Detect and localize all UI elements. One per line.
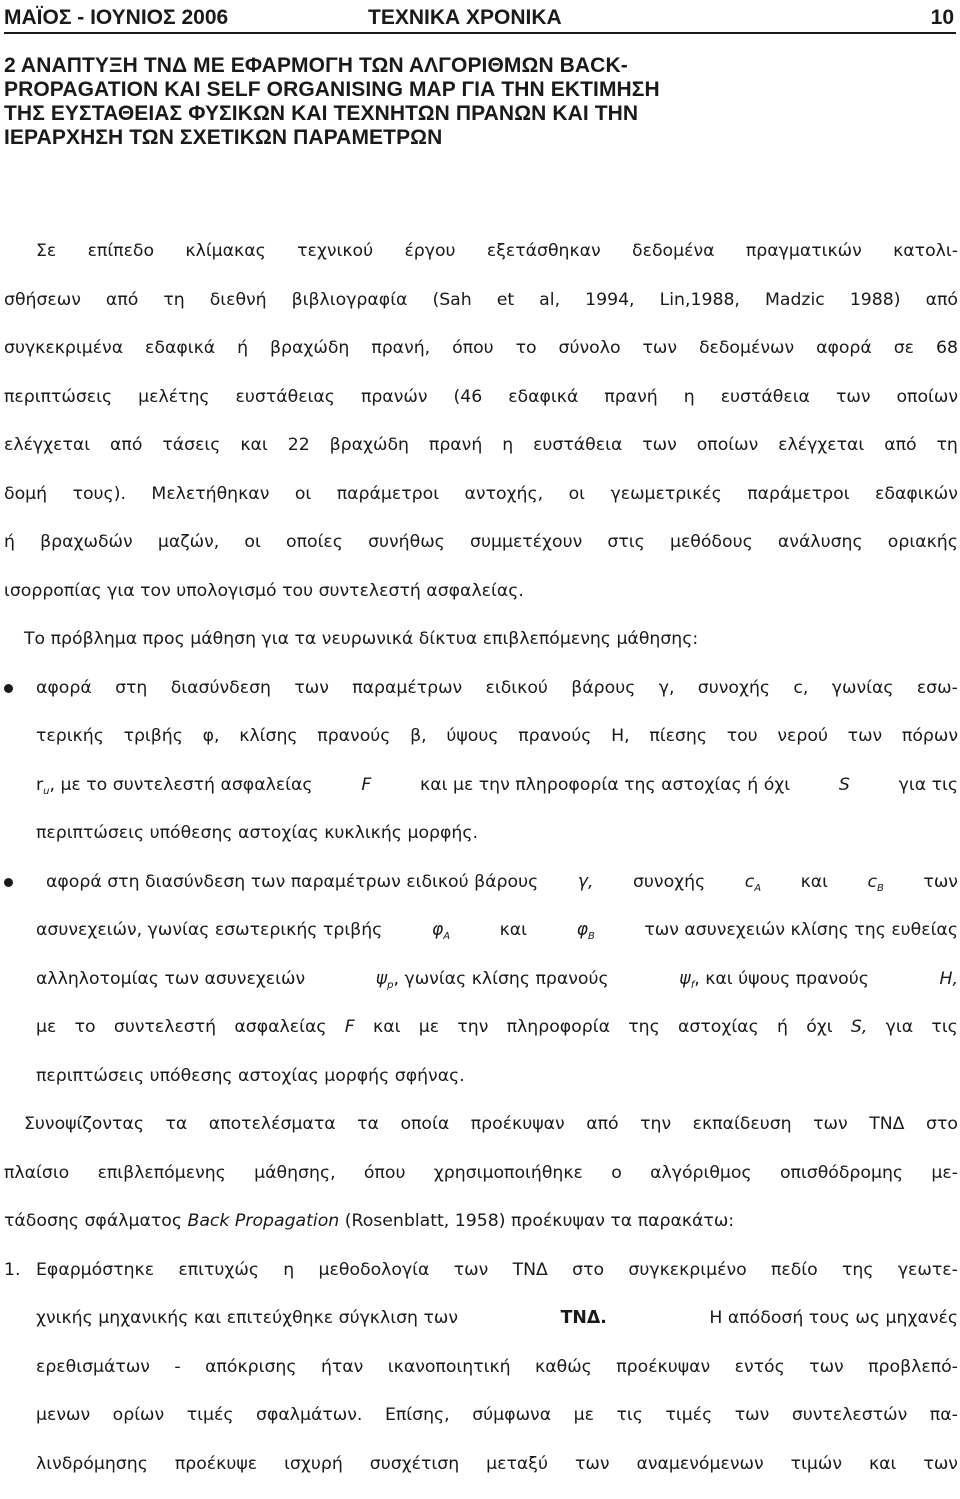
word: ασφαλείας: [234, 1014, 326, 1063]
word: πα-: [930, 1402, 958, 1451]
word: αφορά: [816, 335, 872, 384]
word: μαζών,: [158, 529, 219, 578]
word: γεωτε-: [898, 1257, 958, 1306]
text-line: [4, 1160, 958, 1209]
word: των: [642, 432, 677, 481]
word: των: [813, 1111, 848, 1160]
word: ικανοποιητική: [388, 1354, 511, 1403]
word: συμμετέχουν: [470, 529, 582, 578]
word: Madzic: [765, 287, 825, 336]
word: τιμές: [665, 1402, 712, 1451]
word: με-: [931, 1160, 958, 1209]
word: οποίων: [896, 384, 958, 433]
word: συγκεκριμένα: [4, 335, 123, 384]
word: τα: [165, 1111, 187, 1160]
word: για: [886, 1014, 913, 1063]
word: τις: [931, 1014, 957, 1063]
word: 1994,: [585, 287, 634, 336]
header-journal: ΤΕΧΝΙΚΑ ΧΡΟΝΙΚΑ: [368, 6, 562, 30]
word: με: [574, 1402, 594, 1451]
word: δομή: [4, 481, 47, 530]
word: μεταξύ: [486, 1451, 548, 1499]
word: σθήσεων: [4, 287, 81, 336]
word: Συνοψίζοντας: [24, 1111, 144, 1160]
word: ήταν: [321, 1354, 363, 1403]
paragraph-summary: [4, 1111, 958, 1257]
word: την: [640, 1111, 671, 1160]
numbered-item-1: [4, 1257, 958, 1499]
word: επιτυχώς: [178, 1257, 259, 1306]
text-line: [4, 1451, 958, 1499]
word: 68: [936, 335, 958, 384]
word: τιμών: [791, 1451, 842, 1499]
text-line: [4, 287, 958, 336]
word: απόκρισης: [205, 1354, 296, 1403]
word: και: [240, 432, 267, 481]
text-line: [4, 384, 958, 433]
word: γωνίας: [832, 675, 894, 724]
word: λινδρόμησης: [36, 1451, 148, 1499]
word: -: [174, 1354, 180, 1403]
word: της: [842, 1257, 874, 1306]
word: β,: [410, 723, 427, 772]
word: al,: [539, 287, 560, 336]
word: ελέγχεται: [778, 432, 864, 481]
word: εξετάσθηκαν: [487, 238, 601, 287]
text-line: χνικής μηχανικής και επιτεύχθηκε σύγκλιση των ΤΝΔ. Η απόδοσή τους ως μηχανές: [4, 1305, 958, 1354]
word: ανάλυσης: [778, 529, 863, 578]
word: μάθησης,: [254, 1160, 335, 1209]
word: βραχώδη: [330, 432, 409, 481]
word: ευστάθεια: [533, 432, 622, 481]
word: πληροφορία: [507, 1014, 610, 1063]
word: στη: [115, 675, 147, 724]
word: μεθόδους: [670, 529, 753, 578]
item-number: 1.: [4, 1257, 21, 1283]
header-date: ΜΑΪΟΣ - ΙΟΥΝΙΟΣ 2006: [4, 6, 228, 30]
word: H,: [611, 723, 630, 772]
word: καθώς: [535, 1354, 592, 1403]
word: προέκυψαν: [471, 1111, 565, 1160]
word: ή: [777, 1014, 788, 1063]
word: διεθνή: [210, 287, 267, 336]
text-line: [4, 1014, 958, 1063]
word: των: [923, 1451, 958, 1499]
word: των: [848, 723, 883, 772]
word: Μελετήθηκαν: [151, 481, 269, 530]
word: ειδικού: [486, 675, 548, 724]
text-line: ισορροπίας για τον υπολογισμό του συντελεστή ασφαλείας.: [4, 578, 958, 627]
word: οποία: [400, 1111, 449, 1160]
section-title-line: PROPAGATION ΚΑΙ SELF ORGANISING MAP ΓΙΑ ΤΗΝ ΕΚΤΙΜΗΣΗ: [4, 78, 944, 102]
word: οι: [295, 481, 311, 530]
text-line: [4, 1111, 958, 1160]
word: όπου: [452, 335, 494, 384]
word: σύνολο: [559, 335, 621, 384]
word: αντοχής,: [465, 481, 544, 530]
word: στο: [572, 1257, 604, 1306]
word: έργου: [404, 238, 455, 287]
word: σύμφωνα: [472, 1402, 551, 1451]
text-line: [4, 238, 958, 287]
word: οπισθόδρομης: [780, 1160, 903, 1209]
text-line: $r_u$, με το συντελεστή ασφαλείας F και με την πληροφορία της αστοχίας ή όχι S για τις: [4, 772, 958, 821]
word: εδαφικά: [508, 384, 578, 433]
word: βραχωδών: [40, 529, 133, 578]
word: ερεθισμάτων: [36, 1354, 150, 1403]
paragraph-problem-lead: Το πρόβλημα προς μάθηση για τα νευρωνικά δίκτυα επιβλεπόμενης μάθησης:: [4, 626, 958, 675]
word: πραγματικών: [746, 238, 862, 287]
word: οποίες: [286, 529, 343, 578]
word: των: [735, 1402, 770, 1451]
word: αποτελέσματα: [209, 1111, 336, 1160]
text-line: [4, 675, 958, 724]
word: εδαφικά: [145, 335, 215, 384]
word: πρανών: [361, 384, 428, 433]
word: σφαλμάτων.: [256, 1402, 362, 1451]
word: Lin,1988,: [660, 287, 740, 336]
word: των: [836, 384, 871, 433]
word: F: [345, 1014, 355, 1063]
word: τη: [937, 432, 958, 481]
word: et: [497, 287, 514, 336]
word: πεδίο: [771, 1257, 818, 1306]
word: από: [884, 432, 916, 481]
header-page-number: 10: [931, 6, 954, 30]
word: γ,: [659, 675, 675, 724]
word: κατολι-: [893, 238, 958, 287]
word: στις: [607, 529, 644, 578]
word: από: [106, 287, 138, 336]
word: περιπτώσεις: [4, 384, 112, 433]
word: των: [575, 1451, 610, 1499]
word: πρανή: [429, 432, 482, 481]
text-line: τάδοσης σφάλματος Back Propagation (Rosenblatt, 1958) προέκυψαν τα παρακάτω:: [4, 1208, 958, 1257]
word: ευστάθειας: [236, 384, 335, 433]
word: με: [419, 1014, 439, 1063]
word: αλγόριθμος: [650, 1160, 752, 1209]
word: τις: [617, 1402, 643, 1451]
word: ΤΝΔ: [869, 1111, 904, 1160]
word: μενων: [36, 1402, 90, 1451]
word: πίεσης: [649, 723, 707, 772]
word: από: [586, 1111, 618, 1160]
word: Επίσης,: [385, 1402, 450, 1451]
word: c,: [793, 675, 808, 724]
word: γεωμετρικές: [611, 481, 722, 530]
word: όχι: [806, 1014, 832, 1063]
word: όπου: [364, 1160, 406, 1209]
section-title-line: ΙΕΡΑΡΧΗΣΗ ΤΩΝ ΣΧΕΤΙΚΩΝ ΠΑΡΑΜΕΤΡΩΝ: [4, 126, 944, 150]
text-line: αφορά στη διασύνδεση των παραμέτρων ειδικού βάρους γ, συνοχής $c_A$ και $c_B$ των: [4, 869, 958, 918]
word: 1988): [850, 287, 901, 336]
word: μελέτης: [138, 384, 209, 433]
text-line: περιπτώσεις υπόθεσης αστοχίας κυκλικής μορφής.: [4, 820, 958, 869]
word: πόρων: [902, 723, 958, 772]
word: η: [684, 384, 695, 433]
word: S,: [851, 1014, 867, 1063]
word: των: [809, 1354, 844, 1403]
word: βραχώδη: [270, 335, 349, 384]
word: ύψους: [446, 723, 498, 772]
word: πρανούς: [317, 723, 390, 772]
text-line: [4, 1354, 958, 1403]
word: οποίων: [697, 432, 759, 481]
word: δεδομένων: [699, 335, 794, 384]
word: παράμετροι: [747, 481, 849, 530]
word: ή: [4, 529, 15, 578]
word: νερού: [777, 723, 828, 772]
text-line: [4, 1257, 958, 1306]
word: τάσεις: [162, 432, 220, 481]
word: φ,: [203, 723, 220, 772]
word: παράμετροι: [337, 481, 439, 530]
word: συντελεστών: [792, 1402, 907, 1451]
word: αναμενόμενων: [636, 1451, 763, 1499]
text-line: [4, 529, 958, 578]
word: πρανή,: [371, 335, 430, 384]
word: τερικής: [36, 723, 104, 772]
bullet-item-1: [4, 675, 958, 869]
word: 22: [288, 432, 310, 481]
word: την: [457, 1014, 488, 1063]
word: ο: [611, 1160, 622, 1209]
word: (46: [453, 384, 482, 433]
word: προβλεπό-: [868, 1354, 958, 1403]
section-title-line: 2 ΑΝΑΠΤΥΞΗ ΤΝΔ ΜΕ ΕΦΑΡΜΟΓΗ ΤΩΝ ΑΛΓΟΡΙΘΜΩΝ BACK-: [4, 54, 944, 78]
word: βάρους: [571, 675, 635, 724]
word: επιβλεπόμενης: [98, 1160, 226, 1209]
word: προέκυψε: [175, 1451, 257, 1499]
word: των: [642, 335, 677, 384]
word: τιμές: [187, 1402, 234, 1451]
bullet-item-2: [4, 869, 958, 1112]
word: η: [502, 432, 513, 481]
word: αφορά: [36, 675, 92, 724]
text-line: [4, 723, 958, 772]
article-body: [4, 238, 958, 1499]
word: συγκεκριμένο: [628, 1257, 746, 1306]
word: διασύνδεση: [171, 675, 271, 724]
word: Σε: [36, 238, 56, 287]
word: παραμέτρων: [352, 675, 462, 724]
word: στο: [926, 1111, 958, 1160]
word: ισχυρή: [284, 1451, 343, 1499]
word: μεθοδολογία: [319, 1257, 430, 1306]
word: των: [454, 1257, 489, 1306]
word: οριακής: [888, 529, 958, 578]
text-line: περιπτώσεις υπόθεσης αστοχίας μορφής σφήνας.: [4, 1063, 958, 1112]
section-title: [4, 54, 944, 150]
word: εκπαίδευση: [693, 1111, 792, 1160]
text-line: αλληλοτομίας των ασυνεχειών $\psi_p$, γωνίας κλίσης πρανούς $\psi_f$, και ύψους πρανούς H,: [4, 966, 958, 1015]
word: ή: [237, 335, 248, 384]
word: του: [727, 723, 758, 772]
word: ορίων: [113, 1402, 165, 1451]
word: τα: [357, 1111, 379, 1160]
word: συσχέτιση: [370, 1451, 459, 1499]
word: χρησιμοποιήθηκε: [434, 1160, 583, 1209]
word: εδαφικών: [875, 481, 958, 530]
word: (Sah: [432, 287, 471, 336]
word: της: [628, 1014, 660, 1063]
text-line: ασυνεχειών, γωνίας εσωτερικής τριβής $\varphi_A$ και $\varphi_B$ των ασυνεχειών κλίσης της ευθείας: [4, 917, 958, 966]
word: συνοχής: [698, 675, 770, 724]
word: οι: [244, 529, 260, 578]
word: σε: [894, 335, 914, 384]
word: ΤΝΔ: [513, 1257, 548, 1306]
word: από: [926, 287, 958, 336]
word: κλίμακας: [185, 238, 265, 287]
section-title-line: ΤΗΣ ΕΥΣΤΑΘΕΙΑΣ ΦΥΣΙΚΩΝ ΚΑΙ ΤΕΧΝΗΤΩΝ ΠΡΑΝΩΝ ΚΑΙ ΤΗΝ: [4, 102, 944, 126]
word: προέκυψαν: [616, 1354, 710, 1403]
word: οι: [569, 481, 585, 530]
word: δεδομένα: [632, 238, 714, 287]
paragraph-intro: [4, 238, 958, 626]
word: βιβλιογραφία: [292, 287, 408, 336]
word: και: [373, 1014, 400, 1063]
text-line: [4, 1402, 958, 1451]
word: αστοχίας: [678, 1014, 759, 1063]
word: των: [294, 675, 329, 724]
word: κλίσης: [239, 723, 297, 772]
word: Εφαρμόστηκε: [36, 1257, 154, 1306]
word: ελέγχεται: [4, 432, 90, 481]
word: εντός: [735, 1354, 785, 1403]
word: από: [110, 432, 142, 481]
text-line: [4, 481, 958, 530]
word: τη: [163, 287, 184, 336]
word: πρανούς: [518, 723, 591, 772]
word: πρανή: [604, 384, 657, 433]
word: η: [283, 1257, 294, 1306]
word: τους).: [73, 481, 126, 530]
text-line: [4, 335, 958, 384]
word: τριβής: [124, 723, 183, 772]
word: πλαίσιο: [4, 1160, 69, 1209]
word: και: [869, 1451, 896, 1499]
page-header: [4, 4, 956, 34]
bullet-icon: [4, 878, 13, 887]
word: το: [516, 335, 537, 384]
word: ευστάθεια: [721, 384, 810, 433]
word: επίπεδο: [88, 238, 154, 287]
bullet-icon: [4, 684, 13, 693]
word: εσω-: [917, 675, 958, 724]
text-line: [4, 432, 958, 481]
word: συντελεστή: [114, 1014, 216, 1063]
word: με: [36, 1014, 56, 1063]
word: συνήθως: [368, 529, 445, 578]
word: το: [75, 1014, 96, 1063]
word: τεχνικού: [297, 238, 373, 287]
